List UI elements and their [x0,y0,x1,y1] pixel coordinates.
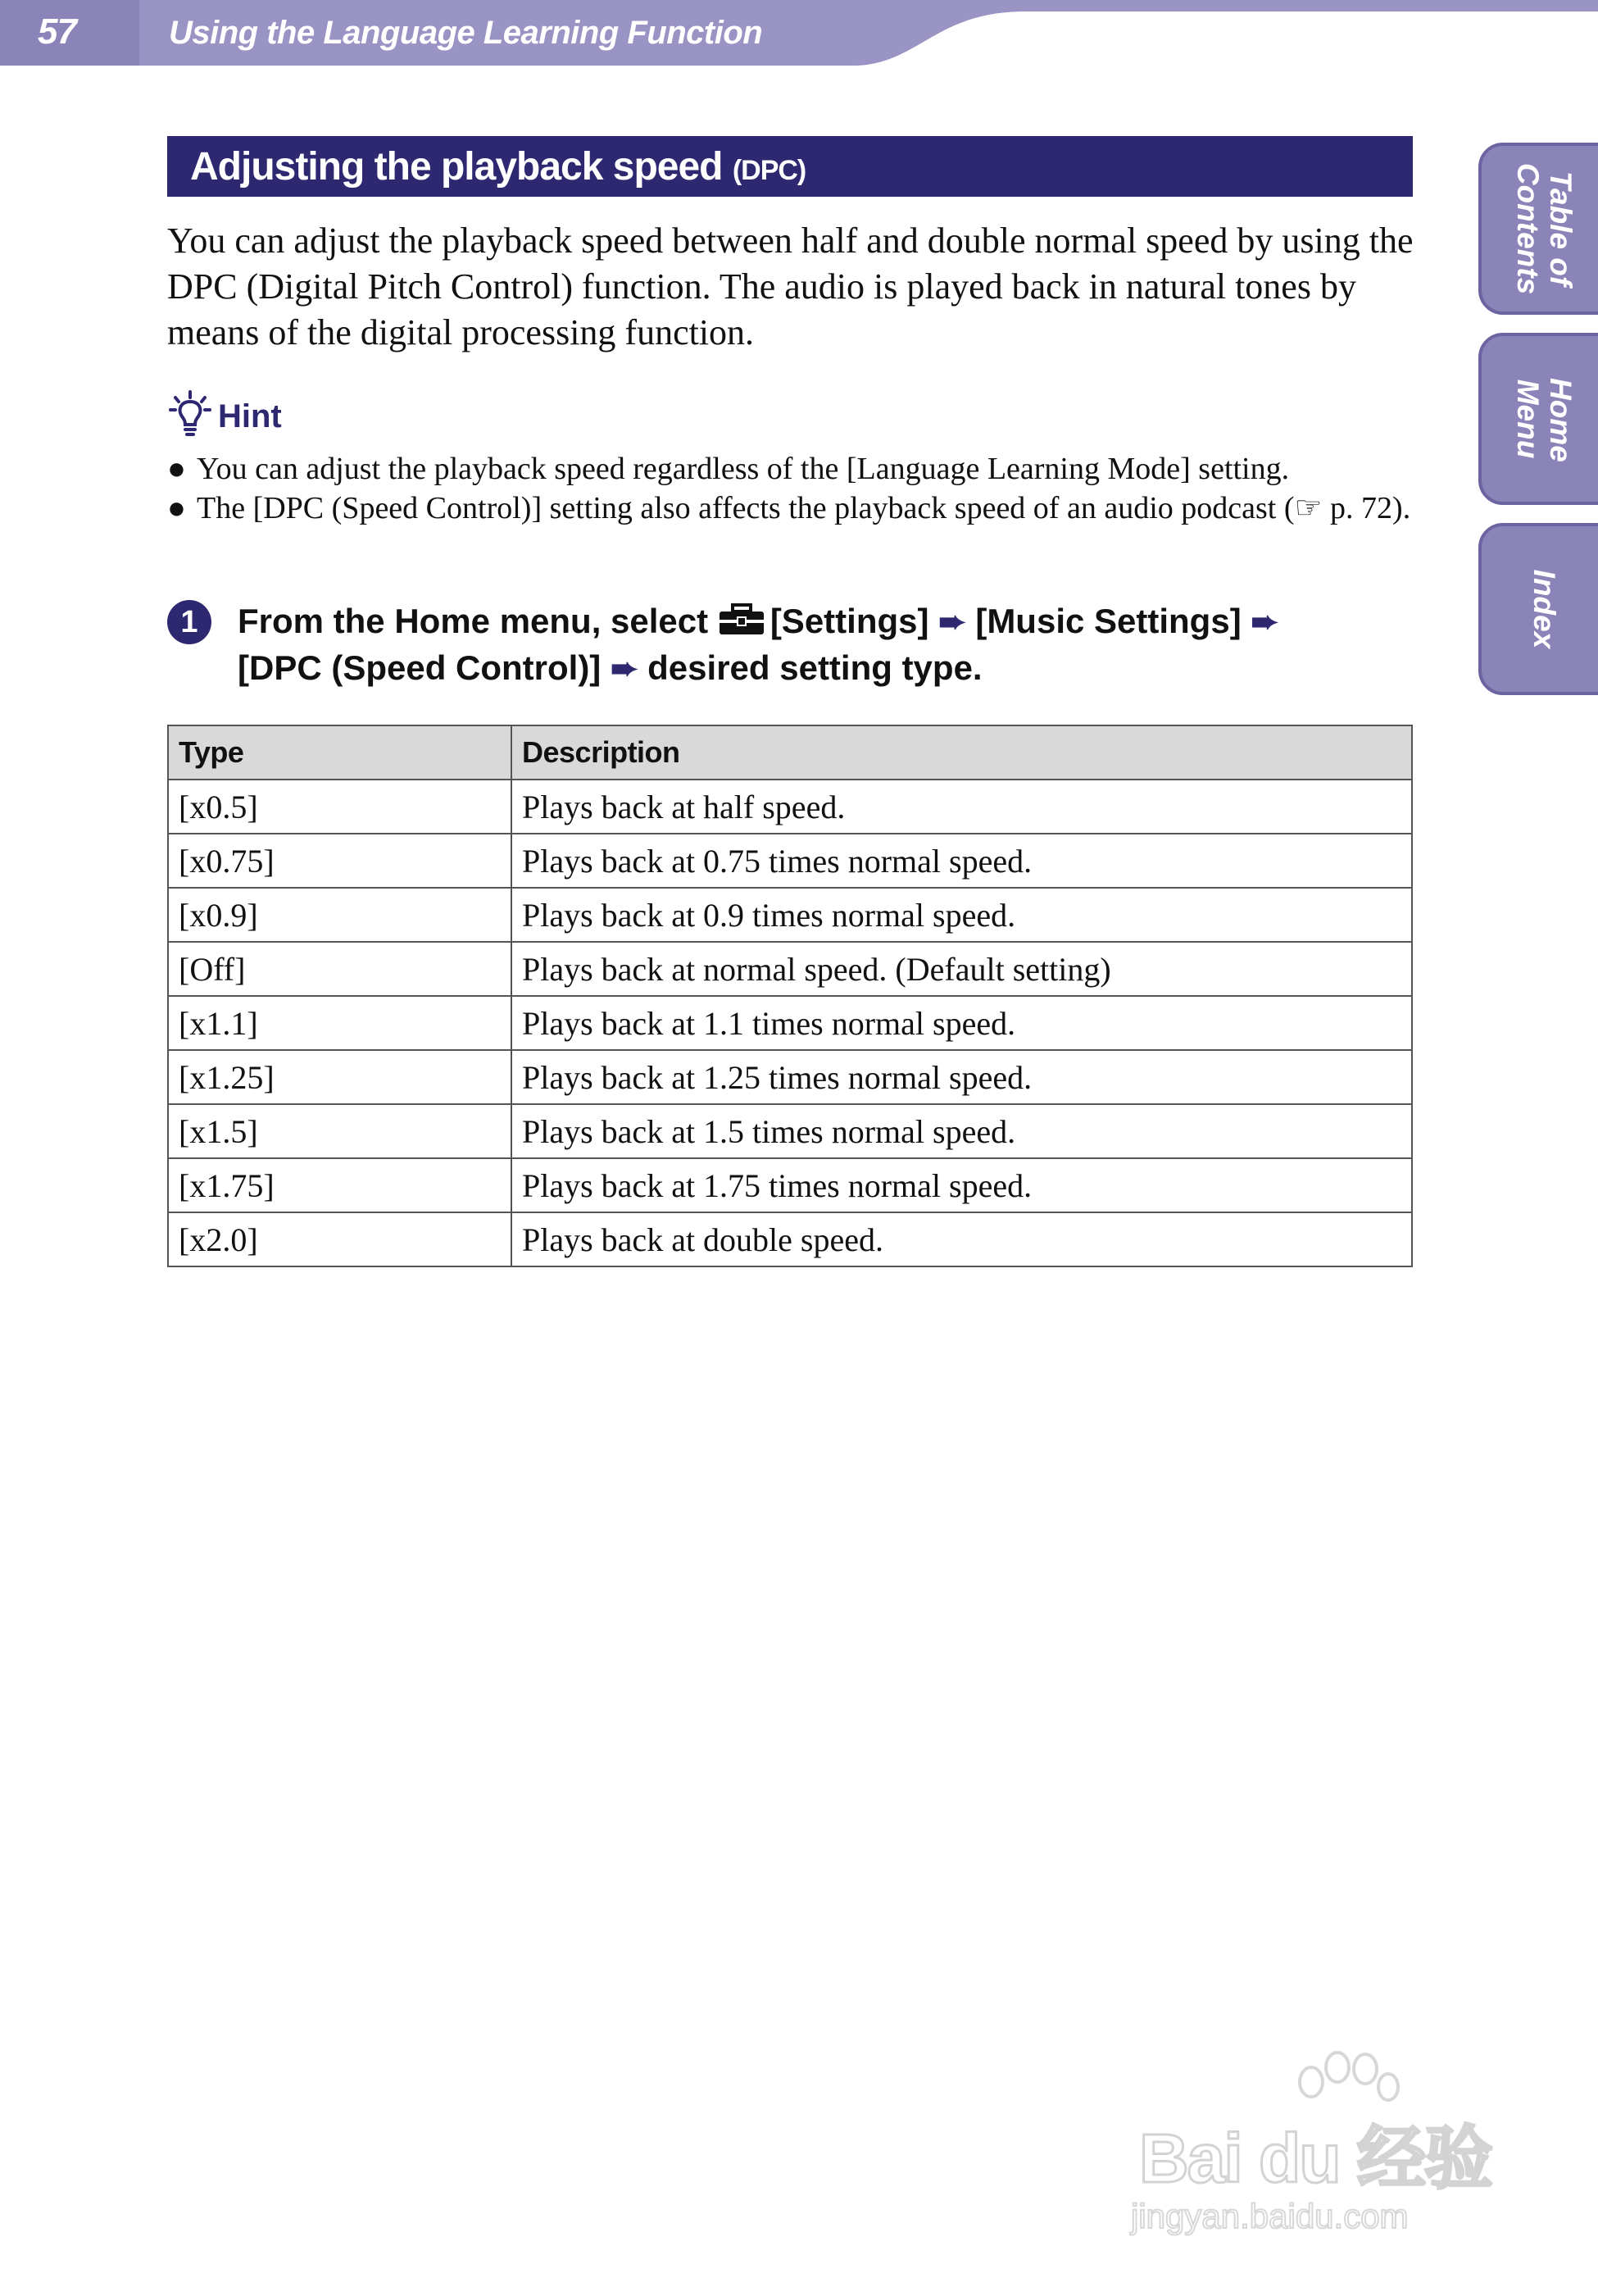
column-header: Description [511,725,1412,780]
step-desired-type: desired setting type. [647,648,983,687]
arrow-right-icon: ➨ [610,651,638,687]
arrow-right-icon: ➨ [938,604,966,640]
type-cell: [x2.0] [168,1212,511,1266]
baidu-watermark [1131,2049,1524,2246]
section-heading [167,136,1413,197]
column-header: Type [168,725,511,780]
description-cell: Plays back at 1.5 times normal speed. [511,1104,1412,1158]
type-cell: [x0.9] [168,888,511,942]
tab-label: Home Menu [1511,378,1578,462]
table-row [168,1050,1412,1104]
section-title [190,144,806,189]
bullet-icon: ● [167,491,186,525]
table-row [168,780,1412,834]
type-cell: [x1.75] [168,1158,511,1212]
description-cell: Plays back at 1.25 times normal speed. [511,1050,1412,1104]
hint-text: The [DPC (Speed Control)] setting also affects the playback speed of an audio podcast (☞ p. 72). [197,491,1411,525]
description-cell: Plays back at normal speed. (Default setting) [511,942,1412,996]
dpc-type-table [167,725,1413,1267]
type-cell: [Off] [168,942,511,996]
step-settings: [Settings] [769,602,929,640]
type-cell: [x0.5] [168,780,511,834]
step-instruction [238,598,1418,692]
page-header [0,0,1598,66]
description-cell: Plays back at 0.75 times normal speed. [511,834,1412,888]
type-cell: [x0.75] [168,834,511,888]
step-number: 1 [167,600,211,644]
table-row [168,1104,1412,1158]
table-row [168,942,1412,996]
tab-label: Table of Contents [1511,162,1578,295]
section-title-text: Adjusting the playback speed [190,145,723,189]
tab-home-menu[interactable] [1478,333,1598,505]
description-cell: Plays back at 1.75 times normal speed. [511,1158,1412,1212]
intro-paragraph: You can adjust the playback speed between half and double normal speed by using the DPC (Digital Pitch Control) function. The audio is played back in natural tones by means of the digital processing function. [167,221,1414,352]
step-prefix: From the Home menu, select [238,602,709,640]
arrow-right-icon: ➨ [1251,604,1278,640]
step-dpc: [DPC (Speed Control)] [238,648,602,687]
description-cell: Plays back at half speed. [511,780,1412,834]
page-number: 57 [38,11,76,52]
type-cell: [x1.1] [168,996,511,1050]
hint-item [167,489,1429,528]
table-row [168,1212,1412,1266]
tab-table-of-contents[interactable] [1478,143,1598,315]
section-title-suffix: (DPC) [732,155,806,186]
description-cell: Plays back at double speed. [511,1212,1412,1266]
table-row [168,834,1412,888]
watermark-url: jingyan.baidu.com [1131,2197,1409,2235]
tab-index[interactable] [1478,523,1598,695]
table-row [168,996,1412,1050]
type-cell: [x1.25] [168,1050,511,1104]
tab-label: Index [1528,569,1561,649]
hint-list [167,449,1429,528]
hint-text: You can adjust the playback speed regardless of the [Language Learning Mode] setting. [197,452,1290,486]
table-header-row [168,725,1412,780]
settings-toolbox-icon [718,603,765,636]
chapter-title: Using the Language Learning Function [169,15,763,51]
table-row [168,888,1412,942]
type-cell: [x1.5] [168,1104,511,1158]
step-music-settings: [Music Settings] [975,602,1242,640]
hint-item [167,449,1429,489]
bullet-icon: ● [167,452,186,486]
table-row [168,1158,1412,1212]
watermark-logo: Bai du 经验 [1139,2120,1492,2197]
description-cell: Plays back at 1.1 times normal speed. [511,996,1412,1050]
lightbulb-icon [167,390,213,439]
description-cell: Plays back at 0.9 times normal speed. [511,888,1412,942]
hint-label: Hint [218,398,282,434]
